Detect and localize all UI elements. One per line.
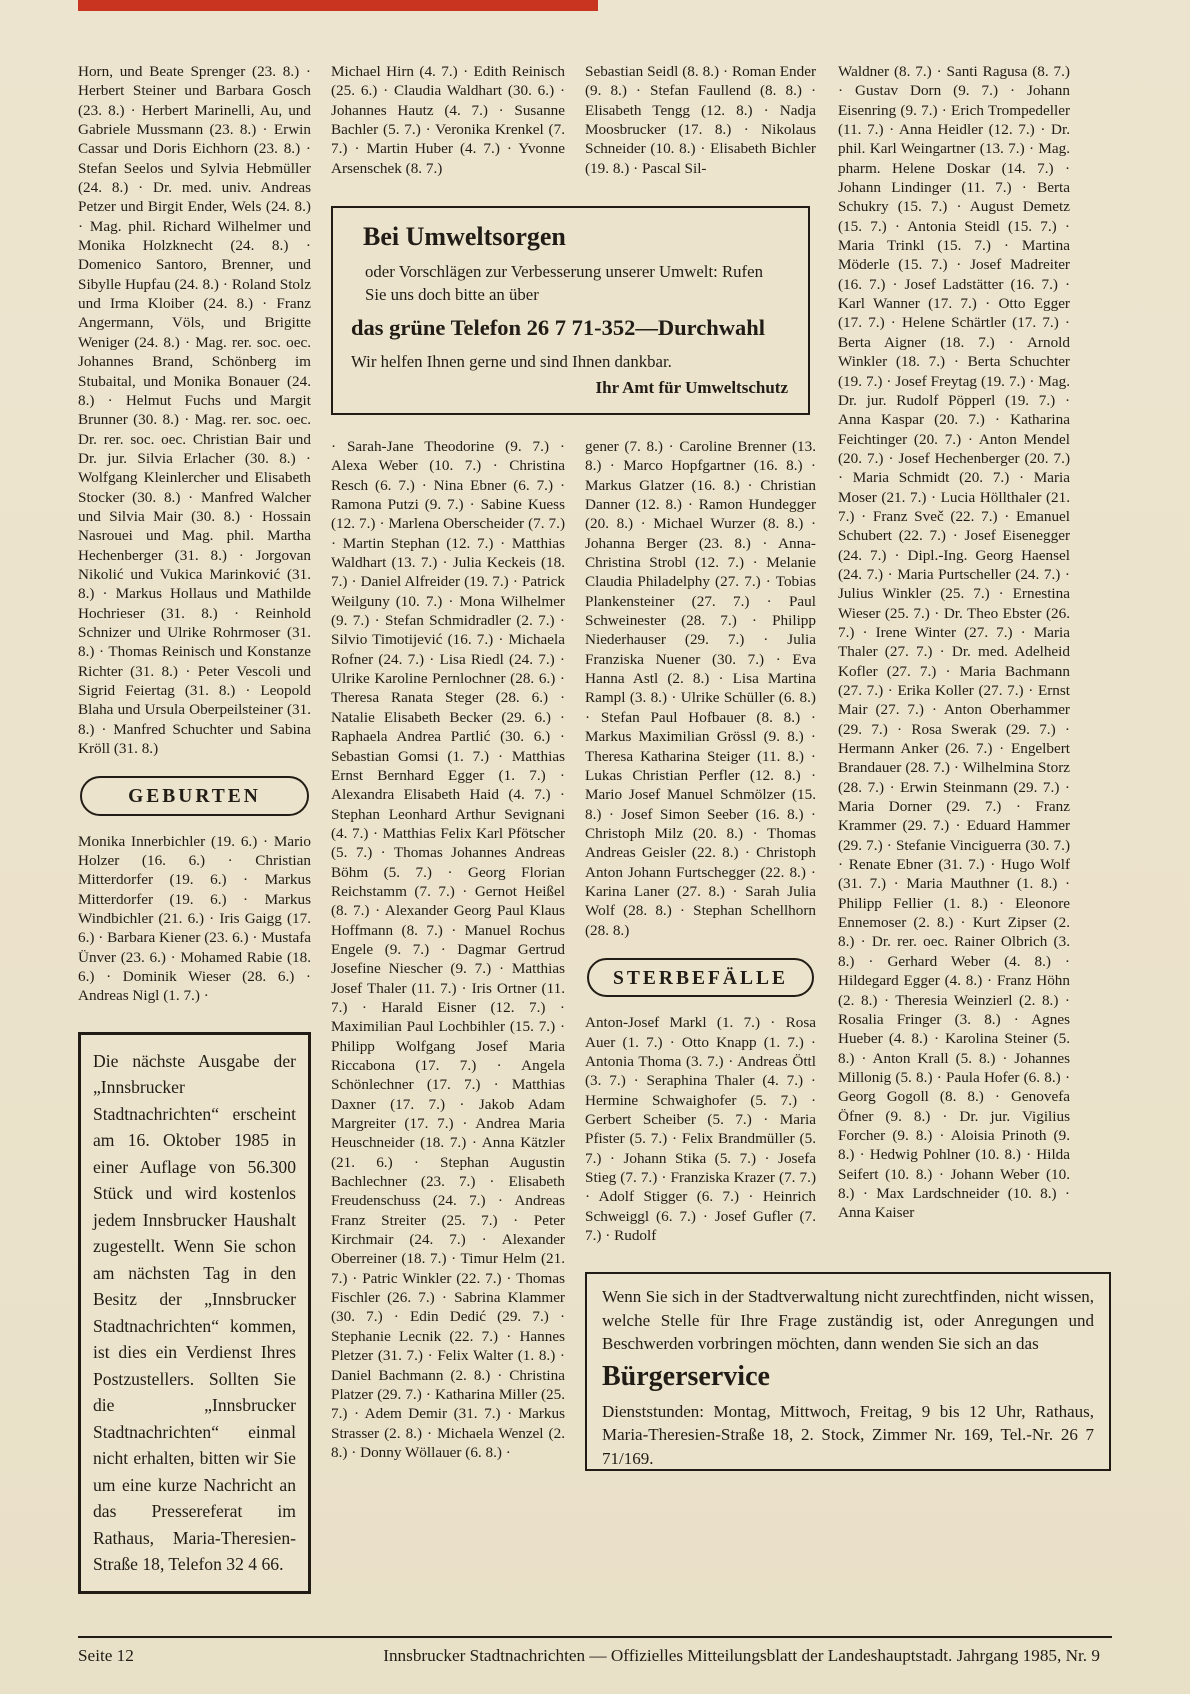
births-entries-col2-top: Michael Hirn (4. 7.) · Edith Reinisch (25. 6.) · Claudia Waldhart (30. 6.) · Johannes Hautz (4. 7.) · Susanne Bachler (5. 7.) · Veronika Krenkel (7. 7.) · Martin Huber (4. 7.) · Yvonne Arsenschek (8. 7.) <box>331 63 565 177</box>
buergerservice-details: Dienststunden: Montag, Mittwoch, Freitag, 9 bis 12 Uhr, Rathaus, Maria-Theresien-Straße 18, 2. Stock, Zimmer Nr. 169, Tel.-Nr. 26 7 71/169. <box>602 1401 1094 1468</box>
umwelt-hotline-box <box>331 206 810 415</box>
umwelt-box-title: Bei Umweltsorgen <box>363 222 566 251</box>
deaths-section-header: STERBEFÄLLE <box>587 958 814 997</box>
column-3-top <box>585 62 816 178</box>
deaths-entries-col4: Waldner (8. 7.) · Santi Ragusa (8. 7.) · Gustav Dorn (9. 7.) · Johann Eisenring (9. 7.) · Erich Trompedeller (11. 7.) · Anna Heidler (12. 7.) · Dr. phil. Karl Weingartner (13. 7.) · Mag. pharm. Helene Doskar (14. 7.) · Johann Lindinger (11. 7.) · Berta Schukry (15. 7.) · August Demetz (15. 7.) · Antonia Steidl (15. 7.) · Maria Trinkl (15. 7.) · Martina Möderle (15. 7.) · Josef Madreiter (16. 7.) · Josef Ladstätter (16. 7.) · Karl Wanner (17. 7.) · Otto Egger (17. 7.) · Helene Schärtler (17. 7.) · Berta Aigner (18. 7.) · Arnold Winkler (18. 7.) · Berta Schuchter (19. 7.) · Josef Freytag (19. 7.) · Mag. Dr. jur. Rudolf Pöpperl (19. 7.) · Anna Kaspar (20. 7.) · Katharina Feichtinger (20. 7.) · Anton Mendel (20. 7.) · Josef Hechenberger (20. 7.) · Maria Schmidt (20. 7.) · Maria Moser (21. 7.) · Lucia Höllthaler (21. 7.) · Franz Sveč (22. 7.) · Emanuel Schubert (22. 7.) · Josef Eisenegger (24. 7.) · Dipl.-Ing. Georg Haensel (24. 7.) · Maria Purtscheller (24. 7.) · Julius Winkler (25. 7.) · Ernestina Wieser (25. 7.) · Dr. Theo Ebster (26. 7.) · Irene Winter (27. 7.) · Maria Thaler (27. 7.) · Dr. med. Adelheid Kofler (27. 7.) · Maria Bachmann (27. 7.) · Erika Koller (27. 7.) · Ernst Mair (27. 7.) · Anton Oberhammer (29. 7.) · Rosa Swerak (29. 7.) · Hermann Anker (26. 7.) · Engelbert Brandauer (28. 7.) · Wilhelmina Storz (28. 7.) · Erwin Steinmann (29. 7.) · Maria Dorner (29. 7.) · Franz Krammer (29. 7.) · Eduard Hammer (29. 7.) · Stefanie Vinciguerra (30. 7.) · Renate Ebner (31. 7.) · Hugo Wolf (31. 7.) · Maria Mauthner (1. 8.) · Philipp Fellier (1. 8.) · Eleonore Ennemoser (2. 8.) · Kurt Zipser (2. 8.) · Dr. rer. oec. Rainer Olbrich (3. 8.) · Gerhard Weber (4. 8.) · Hildegard Egger (4. 8.) · Franz Höhn (2. 8.) · Theresia Weinzierl (2. 8.) · Rosalia Fringer (3. 8.) · Agnes Hueber (4. 8.) · Karolina Steiner (5. 8.) · Anton Krall (5. 8.) · Johannes Millonig (5. 8.) · Paula Hofer (6. 8.) · Georg Gogoll (8. 8.) · Genovefa Öfner (9. 8.) · Dr. jur. Vigilius Forcher (9. 8.) · Aloisia Prinoth (9. 8.) · Hedwig Pohlner (10. 8.) · Hilda Seifert (10. 8.) · Johann Weber (10. 8.) · Max Lardschneider (10. 8.) · Anna Kaiser <box>838 63 1070 1222</box>
next-issue-notice: Die nächste Ausgabe der „Innsbrucker Stadtnachrichten“ erscheint am 16. Oktober 1985 in einer Auflage von 56.300 Stück und wird kostenlos jedem Innsbrucker Haushalt zugestellt. Wenn Sie schon am nächsten Tag in den Besitz der „Innsbrucker Stadtnachrichten“ kommen, ist dies ein Verdienst Ihres Postzustellers. Sollten Sie die „Innsbrucker Stadtnachrichten“ einmal nicht erhalten, bitten wir Sie um eine kurze Nachricht an das Pressereferat im Rathaus, Maria-Theresien-Straße 18, Telefon 32 4 66. <box>78 1032 311 1594</box>
footer-issue-label: Innsbrucker Stadtnachrichten — Offizielles Mitteilungsblatt der Landeshauptstadt. Jahrgang 1985, Nr. 9 <box>383 1646 1100 1665</box>
buergerservice-title: Bürgerservice <box>602 1360 770 1392</box>
column-1 <box>78 62 311 1594</box>
column-3-main <box>585 437 816 1245</box>
marriages-entries: Horn, und Beate Sprenger (23. 8.) · Herbert Steiner und Barbara Gosch (23. 8.) · Herbert Marinelli, Au, und Gabriele Mussmann (23. 8.) · Erwin Cassar und Doris Eichhorn (23. 8.) · Stefan Seelos und Sylvia Hebmüller (24. 8.) · Dr. med. univ. Andreas Petzer und Birgit Ender, Wels (24. 8.) · Mag. phil. Richard Wilhelmer und Monika Holzknecht (24. 8.) · Domenico Santoro, Brenner, und Sibylle Hupfau (24. 8.) · Roland Stolz und Irma Kloiber (24. 8.) · Franz Angermann, Völs, und Brigitte Weniger (24. 8.) · Mag. rer. soc. oec. Johannes Brand, Schönberg im Stubaital, und Monika Bonauer (24. 8.) · Helmut Fuchs und Margit Brunner (30. 8.) · Mag. rer. soc. oec. Dr. rer. soc. oec. Christian Bair und Dr. jur. Silvia Erlacher (30. 8.) · Wolfgang Kleinlercher und Elisabeth Stocker (30. 8.) · Manfred Walcher und Silvia Mair (30. 8.) · Hossain Nasrouei und Mag. phil. Martha Hechenberger (31. 8.) · Jorgovan Nikolić und Vukica Marinković (31. 8.) · Markus Hollaus und Mathilde Hochrieser (31. 8.) · Reinhold Schnizer und Ulrike Rohrmoser (31. 8.) · Thomas Reinisch und Konstanze Richter (31. 8.) · Peter Vescoli und Sigrid Feiertag (31. 8.) · Leopold Blaha und Ursula Oberpeilsteiner (31. 8.) · Manfred Schuchter und Sabina Kröll (31. 8.) <box>78 63 311 758</box>
births-entries-col3-top: Sebastian Seidl (8. 8.) · Roman Ender (9. 8.) · Stefan Faullend (8. 8.) · Elisabeth Tengg (12. 8.) · Nadja Moosbrucker (17. 8.) · Nikolaus Schneider (10. 8.) · Elisabeth Bichler (19. 8.) · Pascal Sil- <box>585 63 816 177</box>
masthead-red-bar <box>78 0 598 11</box>
births-entries-col3-main: gener (7. 8.) · Caroline Brenner (13. 8.) · Marco Hopfgartner (16. 8.) · Markus Glatzer (16. 8.) · Christian Danner (12. 8.) · Ramon Hundegger (20. 8.) · Michael Wurzer (8. 8.) · Johanna Berger (23. 8.) · Anna-Christina Strobl (12. 7.) · Melanie Claudia Philadelphy (27. 7.) · Tobias Plankensteiner (27. 7.) · Paul Schweinester (28. 7.) · Philipp Niederhauser (29. 7.) · Julia Franziska Nuener (30. 7.) · Eva Hanna Astl (2. 8.) · Lisa Martina Rampl (3. 8.) · Ulrike Schüller (6. 8.) · Stefan Paul Hofbauer (8. 8.) · Markus Maximilian Grössl (9. 8.) · Theresa Katharina Steiger (11. 8.) · Lukas Christian Perfler (12. 8.) · Mario Josef Manuel Schmölzer (15. 8.) · Josef Simon Seeber (16. 8.) · Christoph Milz (20. 8.) · Thomas Andreas Geisler (22. 8.) · Christoph Anton Johann Furtschegger (22. 8.) · Karina Laner (27. 8.) · Sarah Julia Wolf (28. 8.) · Stephan Schellhorn (28. 8.) <box>585 438 816 939</box>
births-entries-col2-main: · Sarah-Jane Theodorine (9. 7.) · Alexa Weber (10. 7.) · Christina Resch (6. 7.) · Nina Ebner (6. 7.) · Ramona Putzi (9. 7.) · Sabine Kuess (12. 7.) · Marlena Oberscheider (7. 7.) · Martin Stephan (12. 7.) · Matthias Waldhart (13. 7.) · Julia Keckeis (18. 7.) · Daniel Alfreider (19. 7.) · Patrick Weilguny (10. 7.) · Mona Wilhelmer (9. 7.) · Stefan Schmidradler (2. 7.) · Silvio Timotijević (16. 7.) · Michaela Rofner (24. 7.) · Lisa Riedl (24. 7.) · Ulrike Karoline Pernlochner (28. 6.) · Theresa Ranata Steger (28. 6.) · Natalie Elisabeth Becker (29. 6.) · Raphaela Andrea Partlić (30. 6.) · Sebastian Gomsi (1. 7.) · Matthias Ernst Bernhard Egger (1. 7.) · Alexandra Elisabeth Haid (4. 7.) · Stephan Leonhard Arthur Sevignani (4. 7.) · Matthias Felix Karl Pfötscher (5. 7.) · Thomas Johannes Andreas Böhm (5. 7.) · Georg Florian Reichstamm (7. 7.) · Gernot Heißel (8. 7.) · Alexander Georg Paul Klaus Hoffmann (8. 7.) · Manuel Rochus Engele (9. 7.) · Dagmar Gertrud Josefine Niescher (9. 7.) · Matthias Josef Thaler (11. 7.) · Iris Ortner (11. 7.) · Harald Eisner (12. 7.) · Maximilian Paul Lochbihler (15. 7.) · Philipp Wolfgang Josef Maria Riccabona (17. 7.) · Angela Schönlechner (17. 7.) · Matthias Daxner (17. 7.) · Jakob Adam Margreiter (17. 7.) · Andrea Maria Heuschneider (18. 7.) · Anna Kätzler (21. 6.) · Stephan Augustin Bachlechner (23. 7.) · Elisabeth Freudenschuss (24. 7.) · Andreas Franz Streiter (25. 7.) · Peter Kirchmair (24. 7.) · Alexander Oberreiner (18. 7.) · Timur Helm (21. 7.) · Patric Winkler (22. 7.) · Thomas Fischler (26. 7.) · Sabrina Klammer (30. 7.) · Edin Dedić (29. 7.) · Stephanie Lecnik (22. 7.) · Hannes Pletzer (31. 7.) · Felix Walter (1. 8.) · Daniel Bachmann (2. 8.) · Christina Platzer (29. 7.) · Katharina Miller (25. 7.) · Adem Demir (31. 7.) · Markus Strasser (2. 8.) · Michaela Wenzel (2. 8.) · Donny Wöllauer (6. 8.) · <box>331 438 565 1461</box>
deaths-entries-col3: Anton-Josef Markl (1. 7.) · Rosa Auer (1. 7.) · Otto Knapp (1. 7.) · Antonia Thoma (3. 7.) · Andreas Öttl (3. 7.) · Seraphina Thaler (4. 7.) · Hermine Schwaighofer (5. 7.) · Gerbert Scheiber (5. 7.) · Maria Pfister (5. 7.) · Felix Brandmüller (5. 7.) · Johann Stika (5. 7.) · Josefa Stieg (7. 7.) · Franziska Krazer (7. 7.) · Adolf Stigger (6. 7.) · Heinrich Schweiggl (6. 7.) · Josef Gufler (7. 7.) · Rudolf <box>585 1014 816 1245</box>
births-section-header: GEBURTEN <box>80 776 309 815</box>
umwelt-box-closing: Wir helfen Ihnen gerne und sind Ihnen dankbar. <box>351 352 672 371</box>
column-4 <box>838 62 1070 1223</box>
footer-rule <box>78 1636 1112 1638</box>
umwelt-box-intro: oder Vorschlägen zur Verbesserung unserer Umwelt: Rufen Sie uns doch bitte an über <box>365 262 763 304</box>
footer-page-number: Seite 12 <box>78 1646 134 1665</box>
buergerservice-box <box>585 1272 1111 1471</box>
column-2-main <box>331 437 565 1462</box>
column-2-top <box>331 62 565 178</box>
umwelt-box-signature: Ihr Amt für Umweltschutz <box>595 378 788 397</box>
buergerservice-intro: Wenn Sie sich in der Stadtverwaltung nicht zurechtfinden, nicht wissen, welche Stelle für Ihre Frage zuständig ist, oder Anregungen und Beschwerden vorbringen möchten, dann wenden Sie sich an das <box>602 1287 1094 1353</box>
page-footer <box>78 1646 1112 1666</box>
umwelt-box-phone-line: das grüne Telefon 26 7 71-352—Durchwahl <box>351 315 766 340</box>
births-entries-col1: Monika Innerbichler (19. 6.) · Mario Holzer (16. 6.) · Christian Mitterdorfer (19. 6.) · Markus Mitterdorfer (19. 6.) · Markus Windbichler (21. 6.) · Iris Gaigg (17. 6.) · Barbara Kiener (23. 6.) · Mustafa Ünver (23. 6.) · Mohamed Rabie (18. 6.) · Dominik Wieser (28. 6.) · Andreas Nigl (1. 7.) · <box>78 832 311 1005</box>
